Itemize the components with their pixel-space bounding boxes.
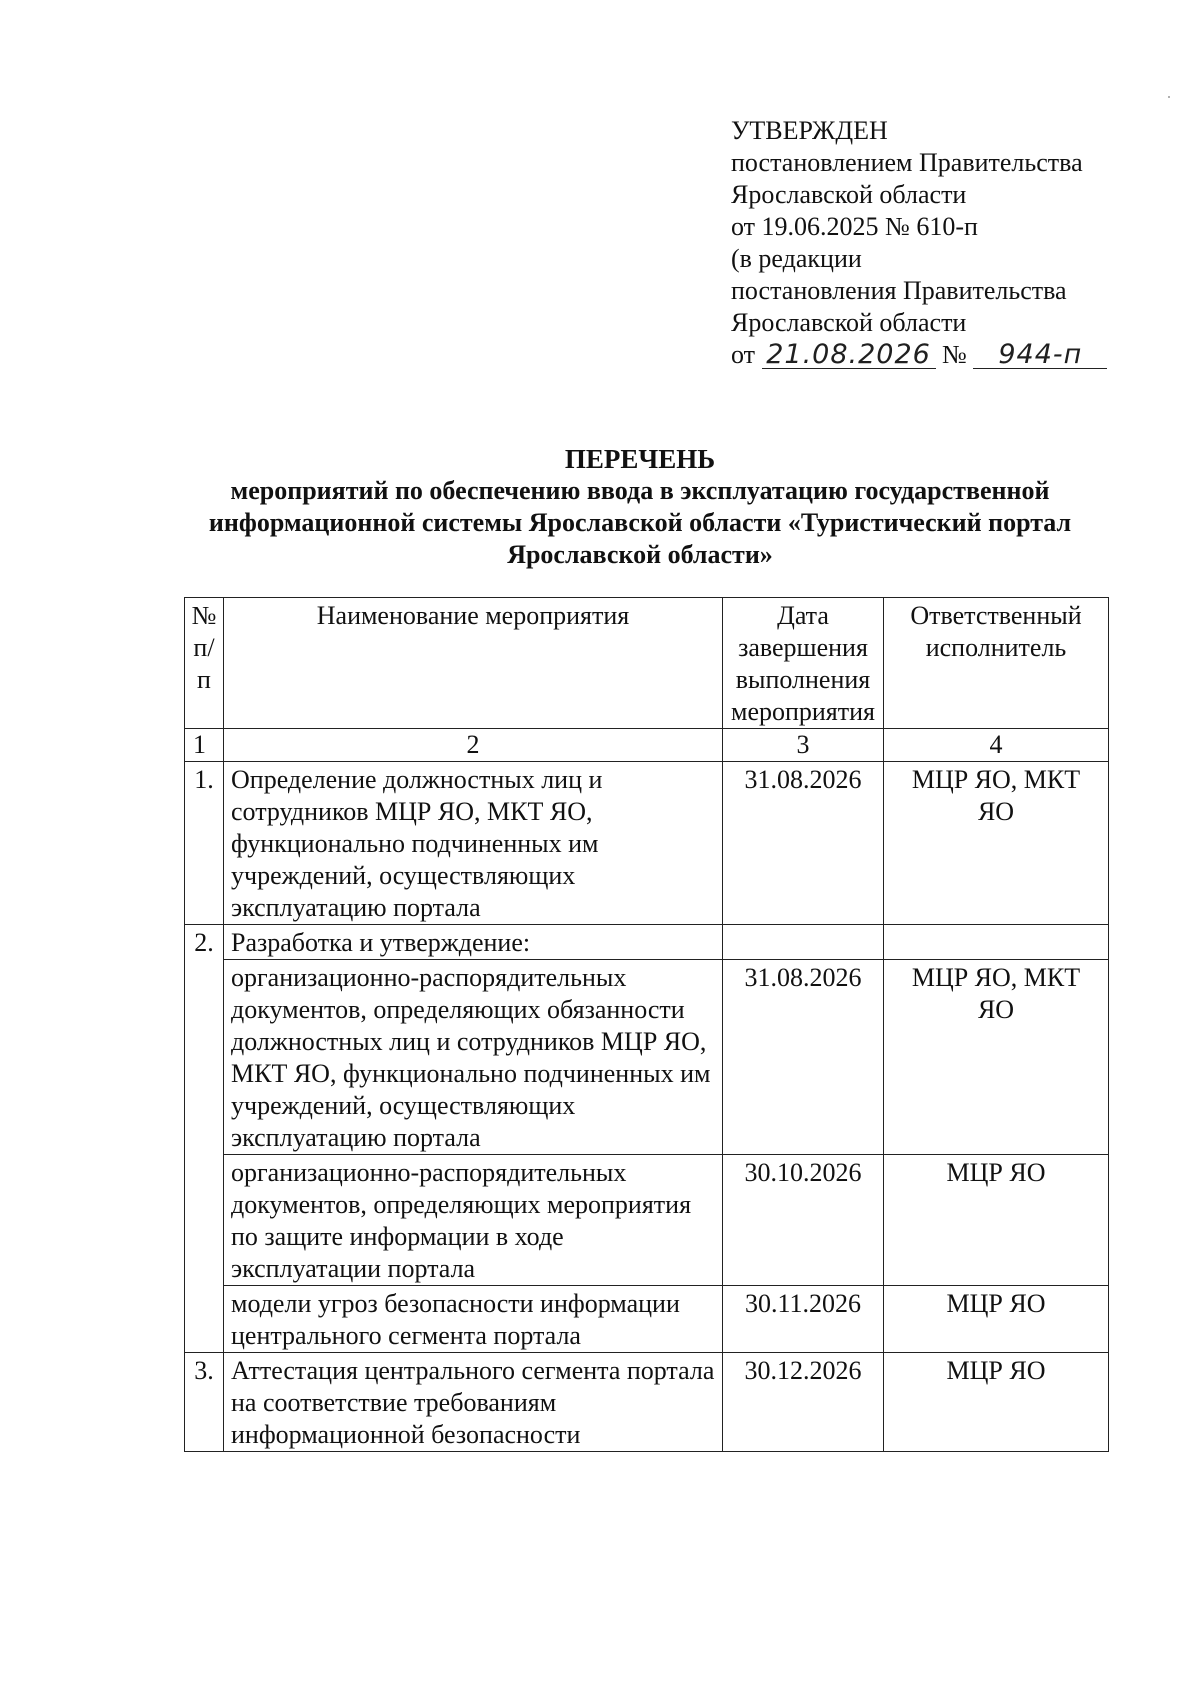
scan-speck <box>1168 96 1170 98</box>
table-row <box>185 1353 1109 1452</box>
handwritten-number: 944-п <box>973 342 1107 369</box>
row-date: 30.12.2026 <box>723 1353 884 1452</box>
subrow-name: организационно-распорядительных документов, определяющих обязанности должностных лиц и сотрудников МЦР ЯО, МКТ ЯО, функционально подчиненных им учреждений, осуществляющих эксплуатацию портала <box>224 960 723 1155</box>
header-number: № п/п <box>185 598 224 729</box>
approval-line: постановления Правительства <box>731 276 1067 305</box>
approval-line: постановлением Правительства <box>731 148 1083 177</box>
table-row <box>185 762 1109 925</box>
row-name: Аттестация центрального сегмента портала на соответствие требованиям информационной безопасности <box>224 1353 723 1452</box>
row-number: 3. <box>185 1353 224 1452</box>
column-number: 2 <box>224 729 723 762</box>
approval-heading: УТВЕРЖДЕН <box>731 116 888 145</box>
column-number: 1 <box>185 729 224 762</box>
row-responsible-empty <box>884 925 1109 960</box>
subrow-responsible: МЦР ЯО <box>884 1155 1109 1286</box>
table-subrow <box>185 1286 1109 1353</box>
subrow-responsible: МЦР ЯО <box>884 1286 1109 1353</box>
approval-amendment-line <box>731 339 1171 371</box>
handwritten-date: 21.08.2026 <box>762 342 936 369</box>
approval-original-date: от 19.06.2025 № 610-п <box>731 212 978 241</box>
table-subrow <box>185 960 1109 1155</box>
row-date-empty <box>723 925 884 960</box>
row-date: 31.08.2026 <box>723 762 884 925</box>
header-name: Наименование мероприятия <box>224 598 723 729</box>
document-title <box>150 443 1130 571</box>
subrow-responsible: МЦР ЯО, МКТ ЯО <box>884 960 1109 1155</box>
approval-line: (в редакции <box>731 244 862 273</box>
subrow-date: 30.10.2026 <box>723 1155 884 1286</box>
subrow-date: 31.08.2026 <box>723 960 884 1155</box>
column-numbers-row <box>185 729 1109 762</box>
table-subrow <box>185 1155 1109 1286</box>
row-name: Определение должностных лиц и сотрудников МЦР ЯО, МКТ ЯО, функционально подчиненных им учреждений, осуществляющих эксплуатацию портала <box>224 762 723 925</box>
header-responsible: Ответственный исполнитель <box>884 598 1109 729</box>
column-number: 3 <box>723 729 884 762</box>
header-date: Дата завершения выполнения мероприятия <box>723 598 884 729</box>
table-header-row <box>185 598 1109 729</box>
row-name: Разработка и утверждение: <box>224 925 723 960</box>
subrow-date: 30.11.2026 <box>723 1286 884 1353</box>
title-subtitle-line: Ярославской области» <box>507 540 773 569</box>
row-responsible: МЦР ЯО, МКТ ЯО <box>884 762 1109 925</box>
approval-line: Ярославской области <box>731 308 967 337</box>
subrow-name: модели угроз безопасности информации центрального сегмента портала <box>224 1286 723 1353</box>
approval-line: Ярославской области <box>731 180 967 209</box>
title-subtitle-line: мероприятий по обеспечению ввода в эксплуатацию государственной <box>230 476 1050 505</box>
column-number: 4 <box>884 729 1109 762</box>
row-responsible: МЦР ЯО <box>884 1353 1109 1452</box>
number-sign: № <box>942 340 967 369</box>
row-number: 2. <box>185 925 224 1353</box>
title-subtitle-line: информационной системы Ярославской области «Туристический портал <box>208 508 1072 537</box>
row-number: 1. <box>185 762 224 925</box>
subrow-name: организационно-распорядительных документов, определяющих мероприятия по защите информации в ходе эксплуатации портала <box>224 1155 723 1286</box>
table-row <box>185 925 1109 960</box>
ot-label: от <box>731 340 756 369</box>
measures-table <box>184 597 1109 1452</box>
approval-stamp-block <box>731 115 1171 371</box>
title-heading: ПЕРЕЧЕНЬ <box>564 444 716 474</box>
